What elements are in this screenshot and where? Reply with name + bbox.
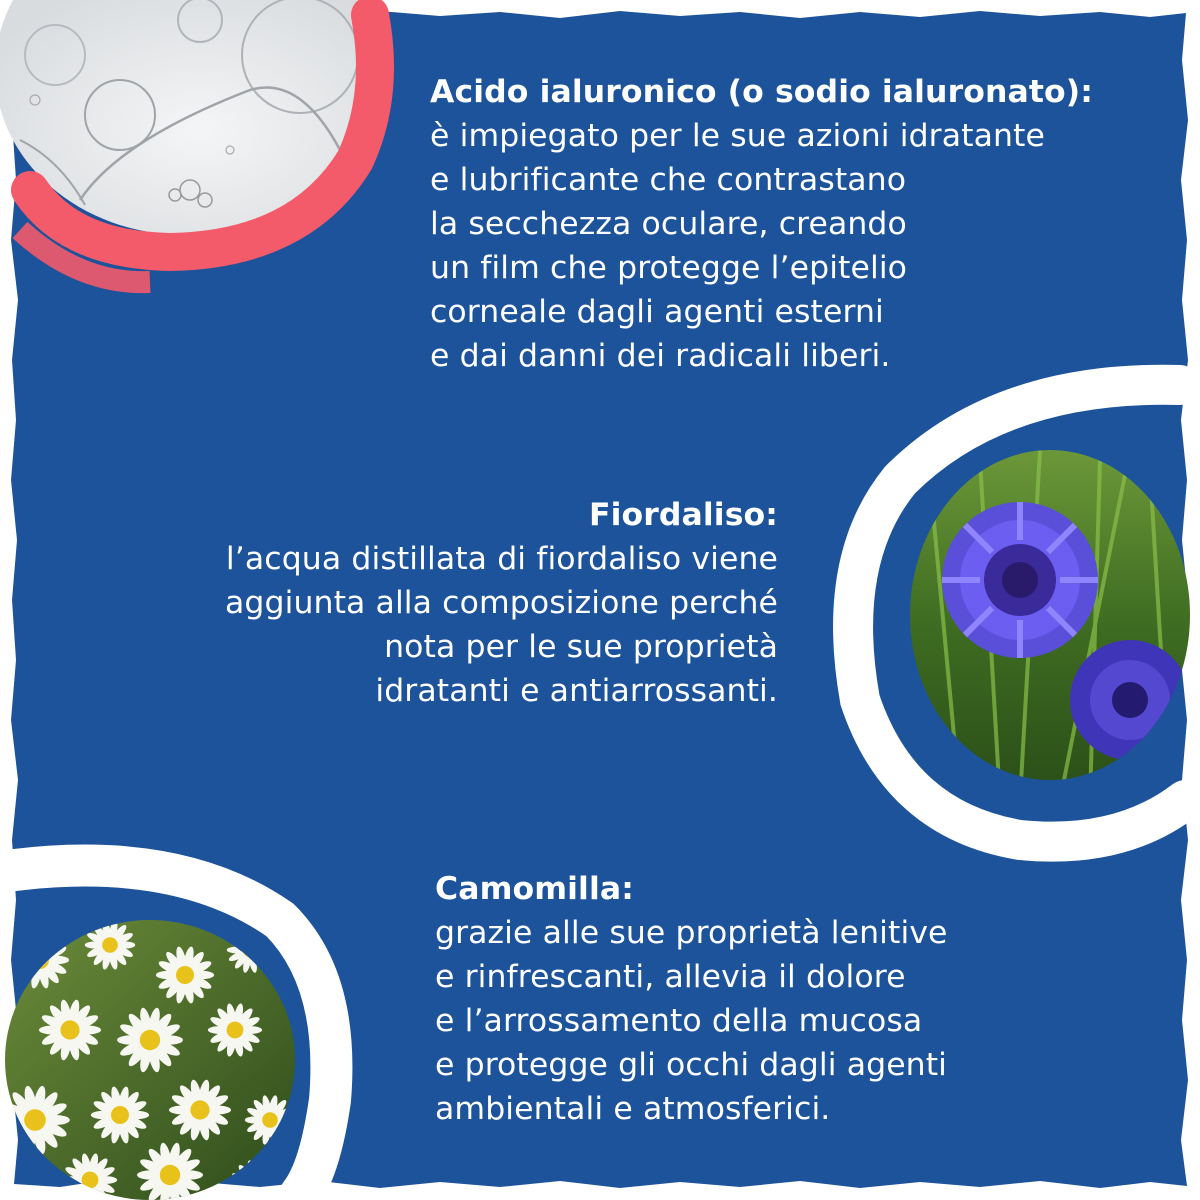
section-line: e lubrificante che contrastano bbox=[430, 162, 907, 198]
section-fiordaliso bbox=[225, 493, 778, 713]
section-line: la secchezza oculare, creando bbox=[430, 206, 907, 242]
section-heading: Acido ialuronico (o sodio ialuronato): bbox=[430, 74, 1093, 110]
section-line: corneale dagli agenti esterni bbox=[430, 294, 884, 330]
section-line: nota per le sue proprietà bbox=[384, 629, 778, 665]
section-line: e dai danni dei radicali liberi. bbox=[430, 338, 891, 374]
section-line: l’acqua distillata di fiordaliso viene bbox=[225, 541, 778, 577]
section-acido-ialuronico bbox=[430, 70, 1093, 378]
section-line: ambientali e atmosferici. bbox=[435, 1091, 831, 1127]
section-heading: Camomilla: bbox=[435, 871, 634, 907]
section-heading: Fiordaliso: bbox=[589, 497, 778, 533]
section-line: e protegge gli occhi dagli agenti bbox=[435, 1047, 948, 1083]
section-line: e l’arrossamento della mucosa bbox=[435, 1003, 923, 1039]
section-line: grazie alle sue proprietà lenitive bbox=[435, 915, 948, 951]
section-line: aggiunta alla composizione perché bbox=[225, 585, 778, 621]
section-line: e rinfrescanti, allevia il dolore bbox=[435, 959, 906, 995]
section-camomilla bbox=[435, 867, 948, 1131]
section-line: idratanti e antiarrossanti. bbox=[375, 673, 778, 709]
section-line: è impiegato per le sue azioni idratante bbox=[430, 118, 1045, 154]
section-line: un film che protegge l’epitelio bbox=[430, 250, 908, 286]
